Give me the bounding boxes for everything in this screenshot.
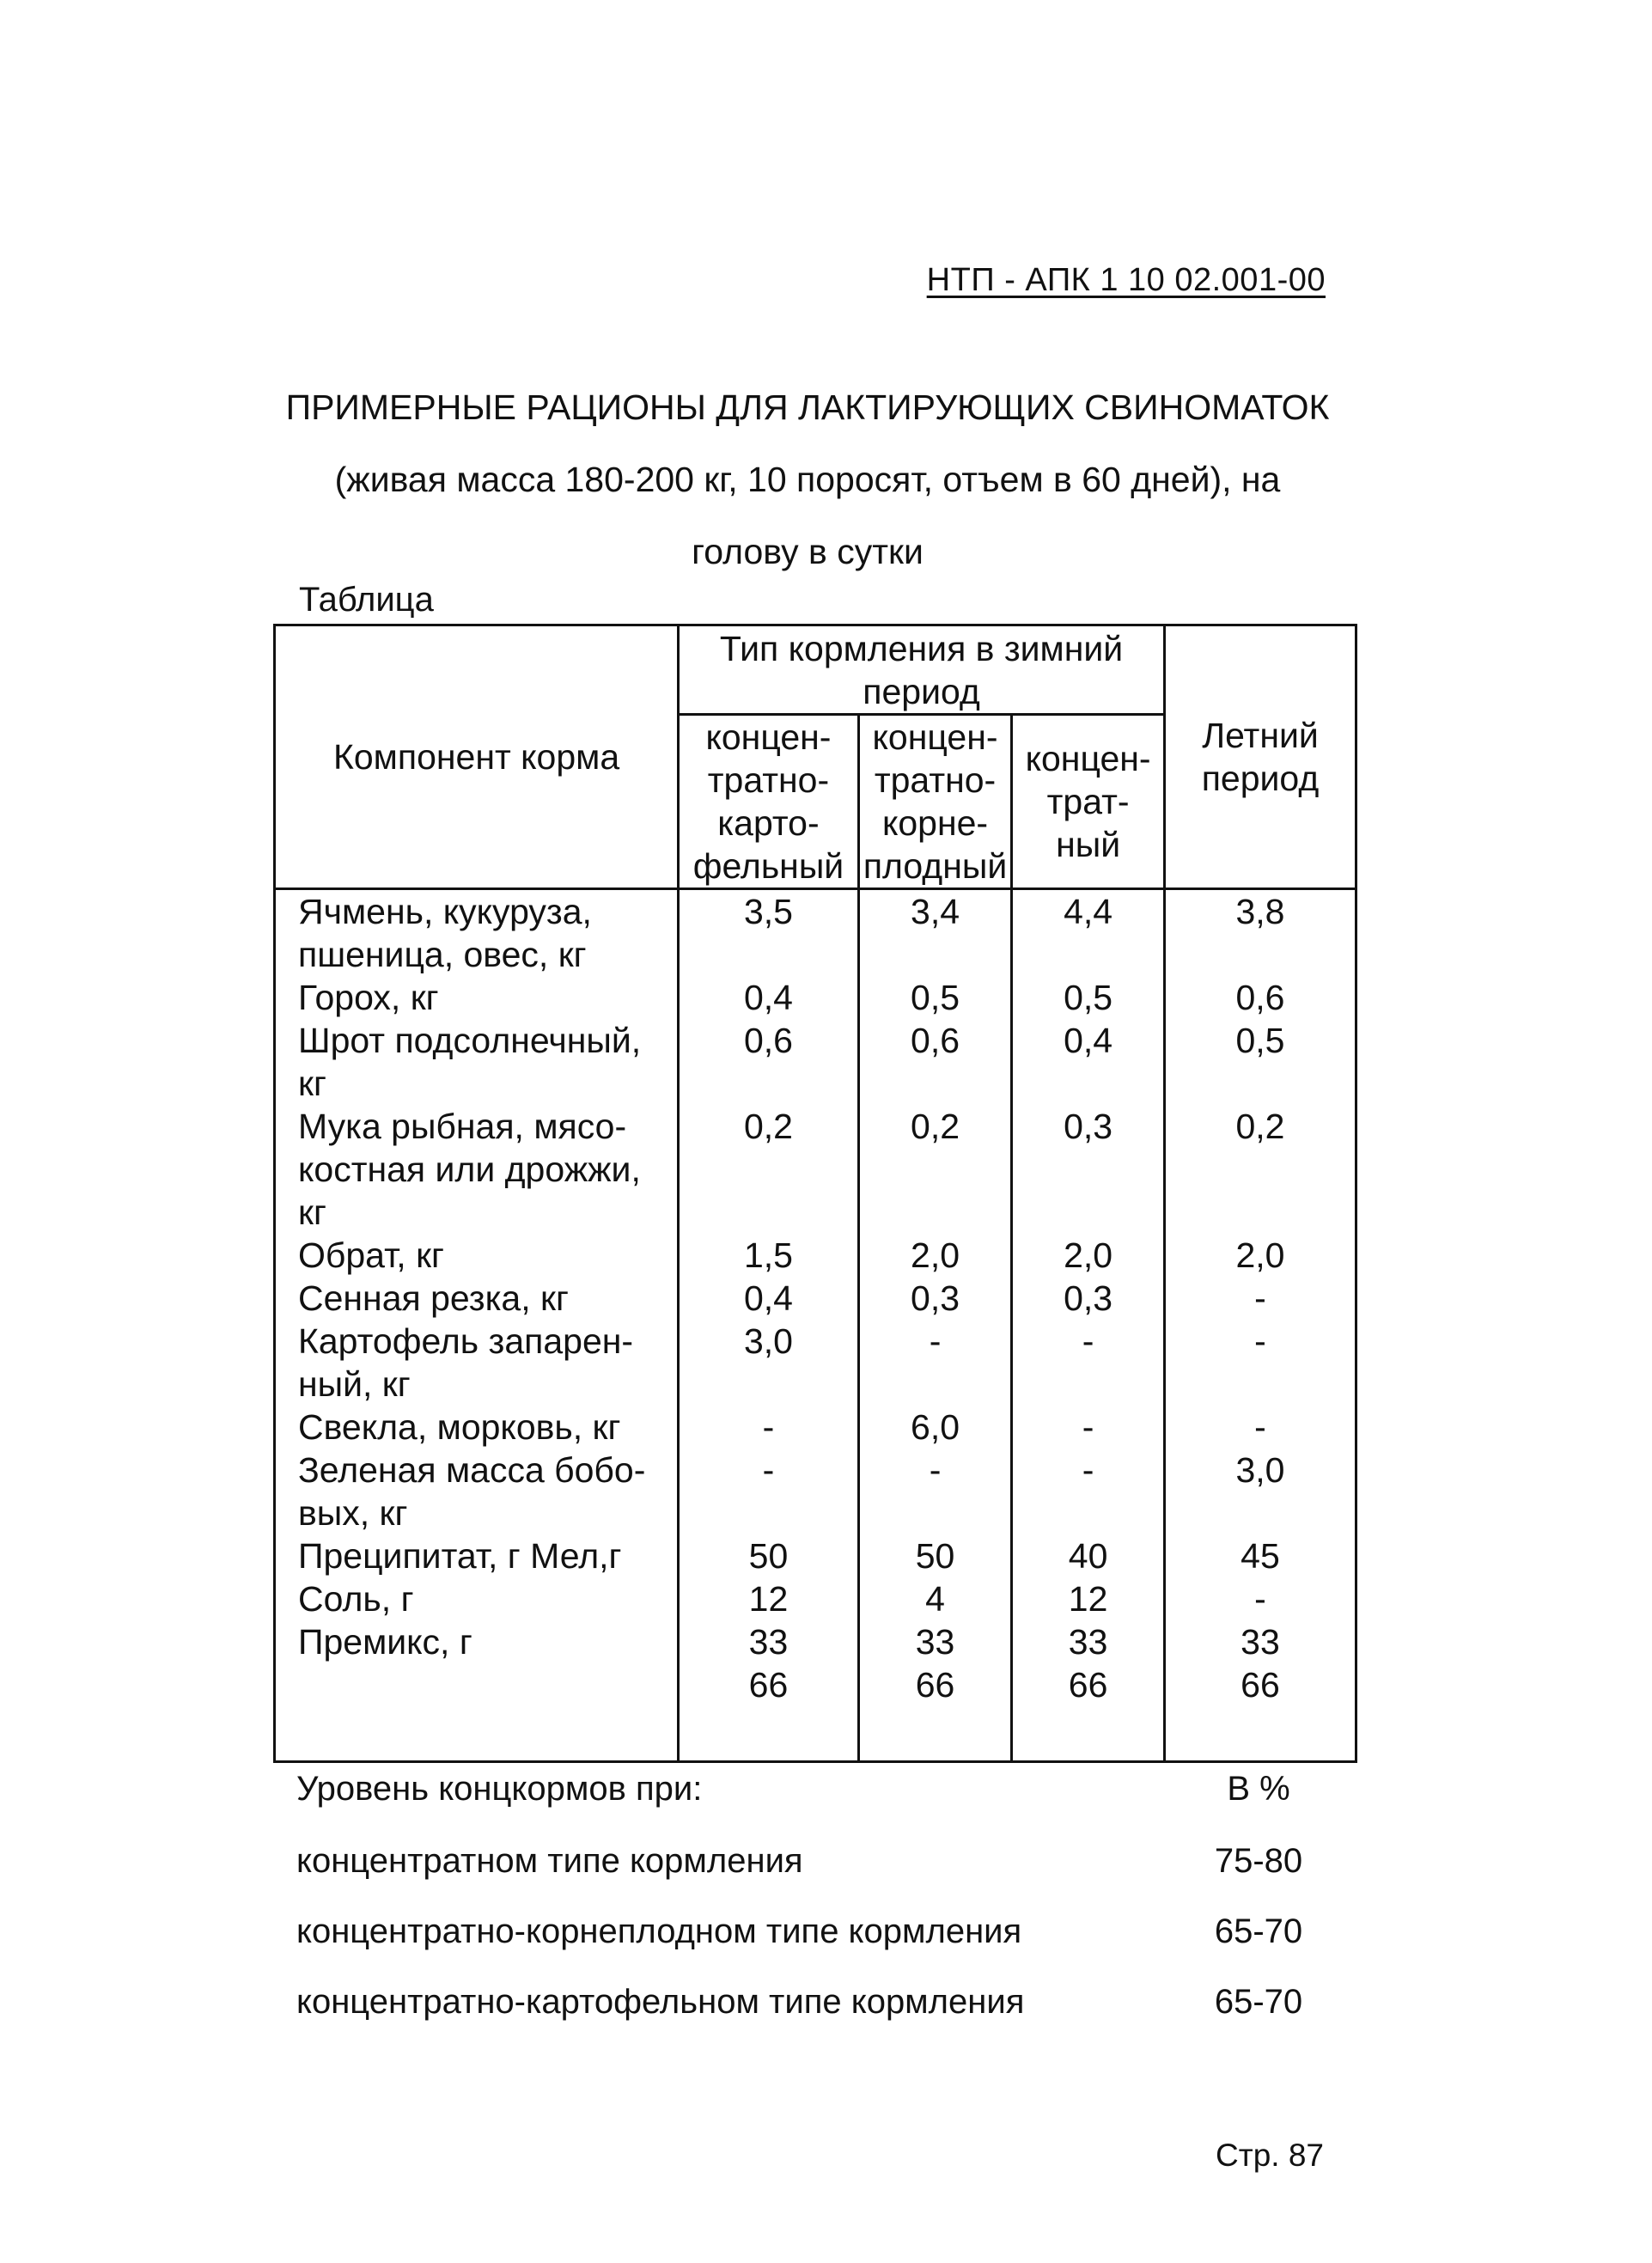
value-cell	[1013, 933, 1163, 976]
value-column-2	[858, 889, 1011, 1762]
value-cell: 0,3	[911, 1278, 960, 1318]
value-cell: -	[1082, 1407, 1094, 1447]
component-line: пшеница, овес, кг	[298, 935, 587, 974]
component-line: кг	[298, 1192, 326, 1232]
value-cell	[680, 1148, 857, 1191]
component-line: вых, кг	[298, 1493, 408, 1533]
value-cell: 33	[1241, 1622, 1280, 1662]
value-cell: -	[929, 1450, 942, 1490]
summary-row	[296, 1842, 1327, 1894]
header-winter: Тип кормления в зимний период	[679, 625, 1165, 715]
component-line: Преципитат, г Мел,г	[298, 1536, 622, 1576]
value-cell	[1166, 1062, 1355, 1105]
value-cell	[1013, 1148, 1163, 1191]
value-cell: 0,3	[1064, 1278, 1113, 1318]
value-cell: -	[762, 1407, 775, 1447]
component-line: костная или дрожжи,	[298, 1150, 641, 1189]
value-cell: 50	[748, 1536, 789, 1576]
value-cell: 3,4	[911, 892, 960, 931]
value-cell	[860, 1148, 1010, 1191]
value-cell: 3,0	[743, 1321, 793, 1361]
value-cell: 12	[748, 1579, 789, 1619]
value-cell: 3,5	[743, 892, 793, 931]
summary-row-value: 75-80	[1214, 1842, 1303, 1880]
value-cell	[680, 1491, 857, 1534]
value-cell	[860, 1062, 1010, 1105]
title-line-3: голову в сутки	[692, 532, 924, 571]
value-cell: 0,2	[743, 1107, 793, 1146]
header-winter-sub-2: концен-тратно-корне-плодный	[858, 715, 1011, 889]
value-cell	[1013, 1363, 1163, 1406]
value-cell: 4,4	[1064, 892, 1113, 931]
component-line: Ячмень, кукуруза,	[298, 892, 592, 931]
value-cell: 66	[915, 1665, 955, 1705]
value-cell	[1166, 1363, 1355, 1406]
value-cell: 0,6	[1235, 978, 1285, 1017]
value-cell: 0,6	[911, 1021, 960, 1060]
value-cell: 66	[1241, 1665, 1280, 1705]
value-cell: -	[1082, 1450, 1094, 1490]
value-cell: 0,4	[743, 978, 793, 1017]
value-cell	[680, 1062, 857, 1105]
component-line: ный, кг	[298, 1364, 411, 1404]
value-column-1	[679, 889, 859, 1762]
summary-row	[296, 1983, 1327, 2034]
value-cell: 33	[1068, 1622, 1108, 1662]
value-cell	[860, 933, 1010, 976]
value-cell: 0,5	[911, 978, 960, 1017]
summary-row-value: 65-70	[1214, 1983, 1303, 2021]
value-cell: 2,0	[911, 1235, 960, 1275]
value-cell	[1166, 1148, 1355, 1191]
value-cell: 0,6	[743, 1021, 793, 1060]
document-title	[283, 371, 1332, 588]
value-cell: 2,0	[1064, 1235, 1113, 1275]
summary-row-label: концентратно-корнеплодном типе кормления	[296, 1912, 1022, 1950]
value-cell: -	[929, 1321, 942, 1361]
component-line: Горох, кг	[298, 978, 439, 1017]
value-cell: 12	[1068, 1579, 1108, 1619]
header-component: Компонент корма	[275, 625, 679, 889]
value-cell	[860, 1363, 1010, 1406]
component-line: Зеленая масса бобо-	[298, 1450, 646, 1490]
value-cell: 66	[748, 1665, 789, 1705]
value-cell: 50	[915, 1536, 955, 1576]
value-cell: 3,8	[1235, 892, 1285, 931]
value-cell: 40	[1068, 1536, 1108, 1576]
component-column	[275, 889, 679, 1762]
value-cell: 6,0	[911, 1407, 960, 1447]
summary-row-label: концентратно-картофельном типе кормления	[296, 1983, 1025, 2021]
value-cell	[1013, 1191, 1163, 1234]
value-cell: 4	[925, 1579, 945, 1619]
value-cell	[1166, 1491, 1355, 1534]
page-number: Стр. 87	[1216, 2138, 1324, 2173]
summary-header-label: Уровень концкормов при:	[296, 1770, 703, 1808]
title-line-2: (живая масса 180-200 кг, 10 поросят, отъем в 60 дней), на	[334, 460, 1281, 499]
value-cell: -	[1254, 1579, 1266, 1619]
value-column-3	[1012, 889, 1165, 1762]
value-cell: 2,0	[1235, 1235, 1285, 1275]
value-cell: -	[1254, 1278, 1266, 1318]
title-line-1: ПРИМЕРНЫЕ РАЦИОНЫ ДЛЯ ЛАКТИРУЮЩИХ СВИНОМАТОК	[285, 387, 1330, 427]
component-line: Мука рыбная, мясо-	[298, 1107, 627, 1146]
header-winter-sub-3: концен-трат-ный	[1012, 715, 1165, 889]
value-cell: -	[1254, 1407, 1266, 1447]
component-line: Соль, г	[298, 1579, 414, 1619]
value-cell: 45	[1241, 1536, 1280, 1576]
header-summer: Летний период	[1164, 625, 1356, 889]
value-cell: -	[1082, 1321, 1094, 1361]
value-cell: 3,0	[1235, 1450, 1285, 1490]
document-code: НТП - АПК 1 10 02.001-00	[926, 262, 1326, 298]
summary-row	[296, 1912, 1327, 1964]
component-line: Шрот подсолнечный,	[298, 1021, 642, 1060]
value-cell: 0,2	[911, 1107, 960, 1146]
value-cell: 0,4	[743, 1278, 793, 1318]
value-cell	[860, 1491, 1010, 1534]
value-cell: 0,5	[1064, 978, 1113, 1017]
value-cell	[1166, 1191, 1355, 1234]
value-cell	[860, 1191, 1010, 1234]
ration-table	[273, 624, 1357, 1763]
table-caption: Таблица	[299, 581, 434, 619]
summary-header-unit: В %	[1227, 1770, 1290, 1808]
value-cell: -	[762, 1450, 775, 1490]
summary-header	[296, 1770, 1327, 1821]
component-line: Картофель запарен-	[298, 1321, 634, 1361]
value-cell: 33	[748, 1622, 789, 1662]
value-cell: 66	[1068, 1665, 1108, 1705]
value-cell: 0,5	[1235, 1021, 1285, 1060]
value-cell	[1013, 1491, 1163, 1534]
value-cell	[1013, 1062, 1163, 1105]
value-cell: -	[1254, 1321, 1266, 1361]
component-line: кг	[298, 1064, 326, 1103]
value-cell: 0,2	[1235, 1107, 1285, 1146]
value-cell: 0,4	[1064, 1021, 1113, 1060]
value-cell: 33	[915, 1622, 955, 1662]
value-cell: 0,3	[1064, 1107, 1113, 1146]
value-column-summer	[1164, 889, 1356, 1762]
component-line: Свекла, морковь, кг	[298, 1407, 621, 1447]
component-line: Премикс, г	[298, 1622, 472, 1662]
value-cell	[680, 1363, 857, 1406]
summary-row-label: концентратном типе кормления	[296, 1842, 803, 1880]
component-line: Обрат, кг	[298, 1235, 444, 1275]
value-cell: 1,5	[743, 1235, 793, 1275]
summary-row-value: 65-70	[1214, 1912, 1303, 1950]
value-cell	[680, 1191, 857, 1234]
value-cell	[680, 933, 857, 976]
header-winter-sub-1: концен-тратно-карто-фельный	[679, 715, 859, 889]
component-line: Сенная резка, кг	[298, 1278, 569, 1318]
value-cell	[1166, 933, 1355, 976]
